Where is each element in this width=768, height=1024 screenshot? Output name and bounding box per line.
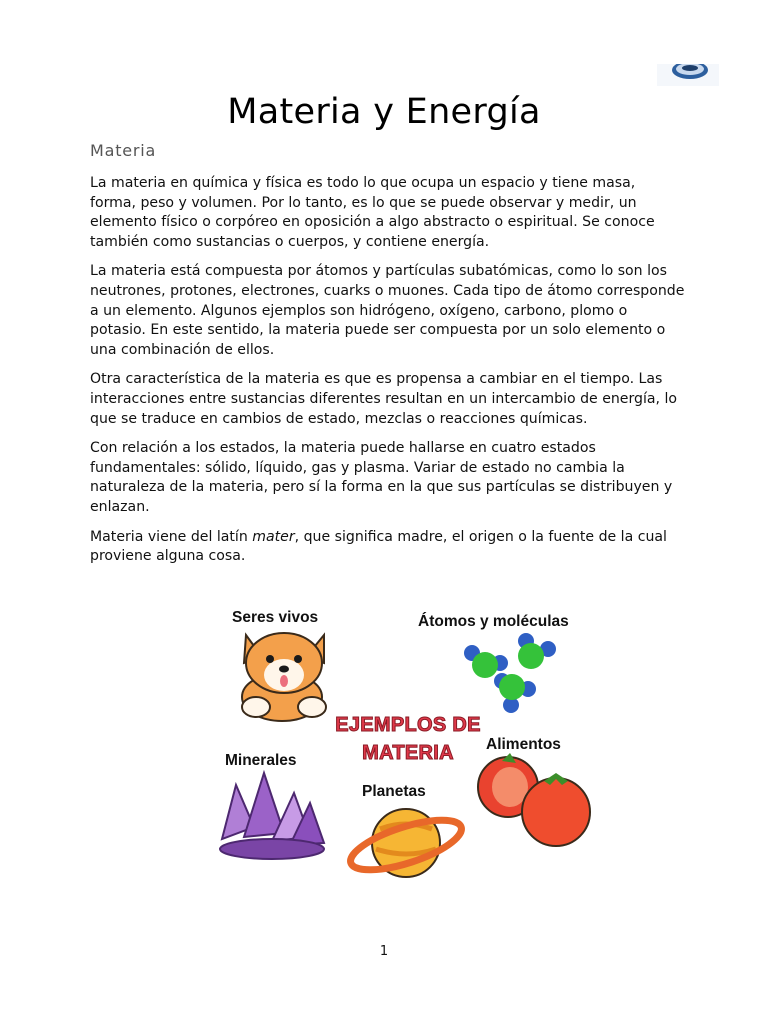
examples-of-matter-figure [210, 597, 610, 887]
body-text [90, 174, 685, 577]
figure-title-line1: EJEMPLOS DE [335, 714, 481, 736]
document-title: Materia y Energía [227, 92, 541, 132]
label-atomos-moleculas: Átomos y moléculas [418, 613, 569, 630]
etymology-text-start: Materia viene del latín [90, 528, 253, 545]
tomatoes-illustration [478, 753, 590, 846]
label-seres-vivos: Seres vivos [232, 609, 319, 626]
paragraph: Con relación a los estados, la materia puede hallarse en cuatro estados fundamentales: sólido, líquido, gas y plasma. Variar de estado no cambia la naturaleza de la materia, pero sí la forma en la que sus partículas se distribuyen y enlazan. [90, 440, 673, 515]
etymology-text-end: , que significa madre, el origen o la fuente de la cual proviene alguna cosa. [90, 528, 667, 565]
label-minerales: Minerales [225, 752, 297, 769]
logo-image [657, 64, 719, 86]
section-heading: Materia [90, 141, 157, 160]
latin-word: mater [252, 528, 295, 545]
molecules-illustration [464, 633, 556, 713]
label-planetas: Planetas [362, 783, 426, 800]
paragraph: La materia está compuesta por átomos y partículas subatómicas, como lo son los neutrones, protones, electrones, cuarks o muones. Cada tipo de átomo corresponde a un elemento. Algunos ejemplos son hidrógeno, oxígeno, carbono, plomo o potasio. En este sentido, la materia puede ser compuesta por un solo elemento o una combinación de ellos. [90, 263, 685, 358]
paragraph: Otra característica de la materia es que es propensa a cambiar en el tiempo. Las interacciones entre sustancias diferentes resultan en un intercambio de energía, lo que se traduce en cambios de estado, mezclas o reacciones químicas. [90, 371, 678, 427]
dog-illustration [242, 633, 326, 721]
paragraph-etymology [90, 528, 685, 567]
label-alimentos: Alimentos [486, 736, 561, 753]
figure-title-line2: MATERIA [362, 742, 454, 764]
crystals-illustration [220, 773, 324, 859]
paragraph: La materia en química y física es todo lo que ocupa un espacio y tiene masa, forma, peso y volumen. Por lo tanto, es lo que se puede observar y medir, un elemento físico o corpóreo en oposición a algo abstracto o espiritual. Se conoce también como sustancias o cuerpos, y contiene energía. [90, 175, 655, 250]
planet-illustration [345, 809, 466, 880]
figure-title [328, 711, 488, 767]
page-number: 1 [379, 944, 389, 959]
